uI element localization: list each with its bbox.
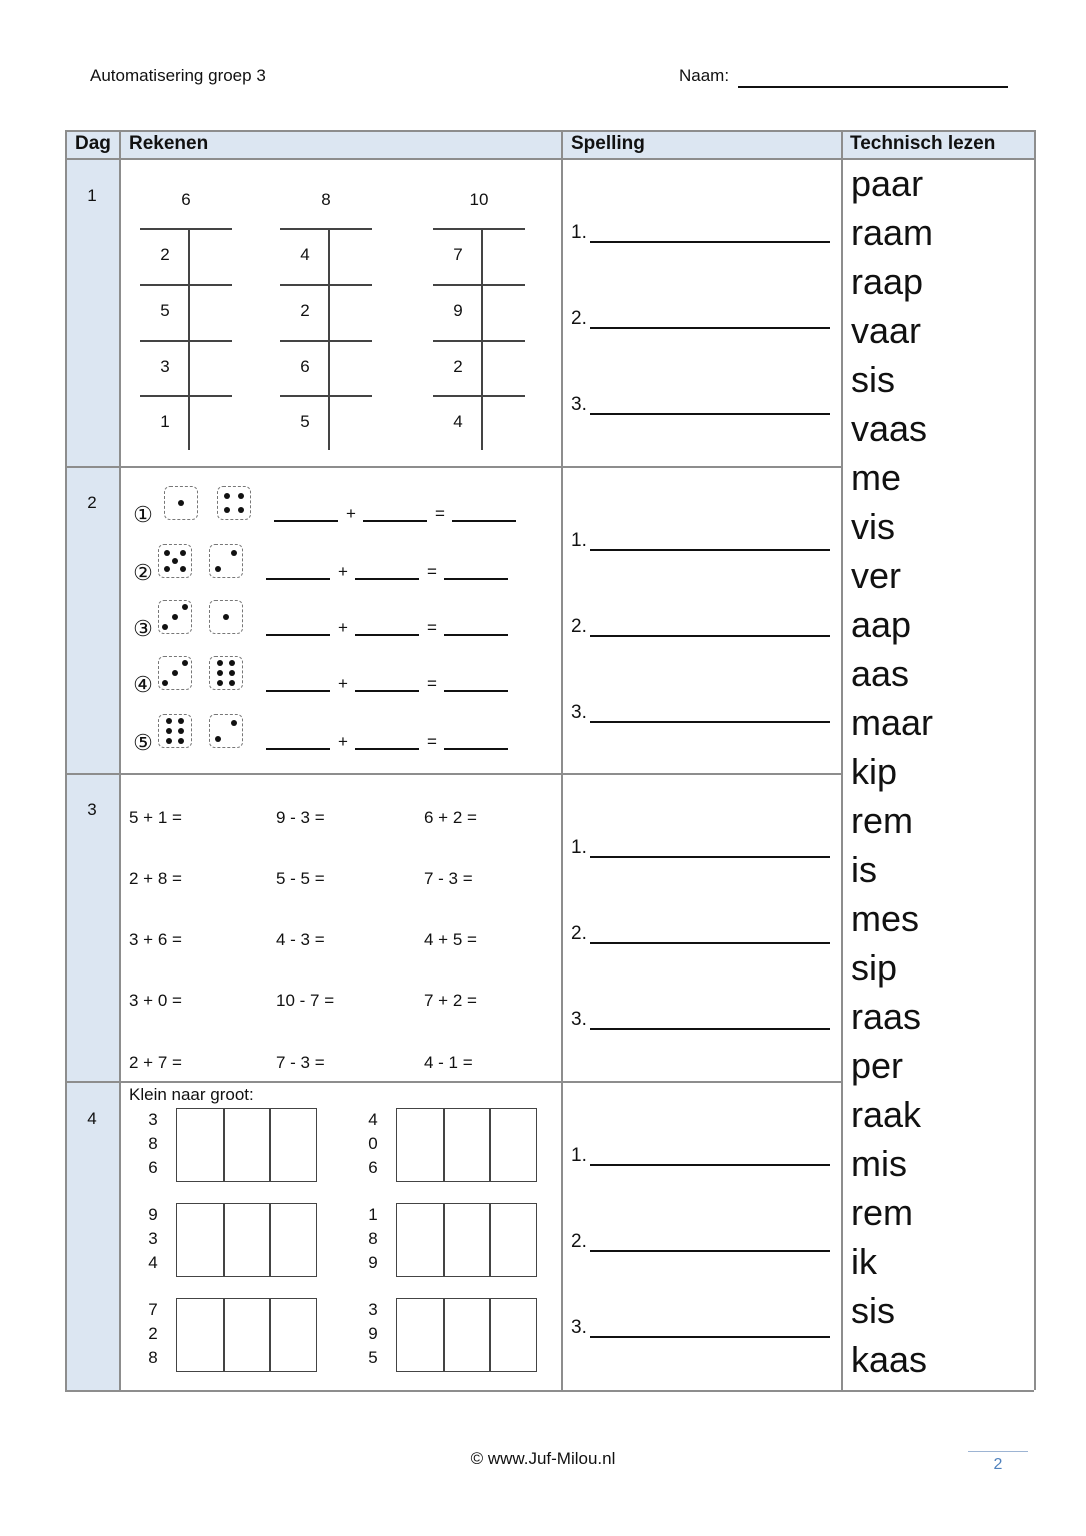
spelling-item-number: 2. bbox=[571, 923, 587, 944]
box-divider bbox=[223, 1299, 225, 1371]
tree-row-number: 2 bbox=[160, 245, 170, 264]
box-divider bbox=[269, 1109, 271, 1181]
tree-horizontal-line bbox=[280, 395, 372, 397]
sort-digit: 6 bbox=[368, 1158, 378, 1177]
die-icon bbox=[217, 486, 251, 520]
spelling-item-number: 3. bbox=[571, 702, 587, 723]
answer-blank[interactable] bbox=[355, 578, 419, 580]
name-label: Naam: bbox=[679, 66, 730, 85]
page-number-rule bbox=[968, 1451, 1028, 1452]
sort-digit: 2 bbox=[148, 1324, 158, 1343]
box-divider bbox=[489, 1204, 491, 1276]
box-divider bbox=[489, 1109, 491, 1181]
spelling-answer-line[interactable] bbox=[590, 1028, 830, 1030]
table-row-line bbox=[65, 158, 1034, 160]
die-pip bbox=[162, 680, 168, 686]
sum-exercise: 7 - 3 = bbox=[276, 1053, 325, 1072]
item-number-label: ④ bbox=[133, 672, 153, 697]
sort-digit: 9 bbox=[368, 1253, 378, 1272]
tree-top-number: 10 bbox=[469, 190, 489, 209]
die-pip bbox=[182, 660, 188, 666]
tree-row-number: 2 bbox=[453, 357, 463, 376]
tree-top-number: 6 bbox=[181, 190, 191, 209]
die-pip bbox=[166, 738, 172, 744]
answer-blank[interactable] bbox=[266, 634, 330, 636]
reading-word: sip bbox=[851, 947, 898, 988]
reading-word: rem bbox=[851, 1192, 913, 1233]
reading-word: mes bbox=[851, 898, 920, 939]
day-number-2: 2 bbox=[87, 493, 97, 512]
spelling-answer-line[interactable] bbox=[590, 942, 830, 944]
sum-exercise: 3 + 6 = bbox=[129, 930, 182, 949]
sum-exercise: 10 - 7 = bbox=[276, 991, 335, 1010]
tree-vertical-line bbox=[328, 228, 330, 450]
reading-word: sis bbox=[851, 359, 895, 400]
answer-blank[interactable] bbox=[444, 634, 508, 636]
table-row-line bbox=[65, 1081, 841, 1083]
tree-row-number: 2 bbox=[300, 301, 310, 320]
sum-exercise: 5 + 1 = bbox=[129, 808, 182, 827]
sort-digit: 3 bbox=[148, 1229, 158, 1248]
sort-digit: 3 bbox=[148, 1110, 158, 1129]
spelling-item-number: 3. bbox=[571, 394, 587, 415]
day-number-3: 3 bbox=[87, 800, 97, 819]
answer-blank[interactable] bbox=[444, 748, 508, 750]
day-number-4: 4 bbox=[87, 1109, 97, 1128]
tree-row-number: 4 bbox=[300, 245, 310, 264]
box-divider bbox=[443, 1204, 445, 1276]
spelling-item-number: 2. bbox=[571, 616, 587, 637]
box-divider bbox=[489, 1299, 491, 1371]
die-pip bbox=[172, 558, 178, 564]
die-pip bbox=[229, 660, 235, 666]
box-divider bbox=[223, 1204, 225, 1276]
table-row-line bbox=[65, 1390, 1034, 1392]
sum-exercise: 3 + 0 = bbox=[129, 991, 182, 1010]
spelling-item-number: 3. bbox=[571, 1317, 587, 1338]
sum-exercise: 4 - 3 = bbox=[276, 930, 325, 949]
die-pip bbox=[172, 670, 178, 676]
sort-digit: 5 bbox=[368, 1348, 378, 1367]
answer-blank[interactable] bbox=[266, 578, 330, 580]
answer-blank[interactable] bbox=[274, 520, 338, 522]
reading-word: sis bbox=[851, 1290, 895, 1331]
tree-row-number: 5 bbox=[160, 301, 170, 320]
die-pip bbox=[178, 728, 184, 734]
sum-exercise: 4 + 5 = bbox=[424, 930, 477, 949]
tree-vertical-line bbox=[188, 228, 190, 450]
table-column-line bbox=[841, 130, 843, 1390]
reading-word: raak bbox=[851, 1094, 922, 1135]
die-pip bbox=[164, 550, 170, 556]
reading-word: ik bbox=[851, 1241, 877, 1282]
column-header-dag: Dag bbox=[75, 133, 111, 154]
sum-exercise: 5 - 5 = bbox=[276, 869, 325, 888]
spelling-answer-line[interactable] bbox=[590, 856, 830, 858]
sum-exercise: 4 - 1 = bbox=[424, 1053, 473, 1072]
reading-word: raap bbox=[851, 261, 924, 302]
sort-digit: 8 bbox=[368, 1229, 378, 1248]
sort-digit: 9 bbox=[368, 1324, 378, 1343]
spelling-answer-line[interactable] bbox=[590, 327, 830, 329]
die-icon bbox=[209, 544, 243, 578]
column-header-spelling: Spelling bbox=[571, 133, 645, 154]
sort-digit: 4 bbox=[368, 1110, 378, 1129]
box-divider bbox=[223, 1109, 225, 1181]
item-number-label: ③ bbox=[133, 616, 153, 641]
item-number-label: ② bbox=[133, 560, 153, 585]
die-pip bbox=[215, 566, 221, 572]
item-number-label: ① bbox=[133, 502, 153, 527]
die-pip bbox=[229, 670, 235, 676]
spelling-answer-line[interactable] bbox=[590, 1164, 830, 1166]
sort-answer-box[interactable] bbox=[176, 1108, 317, 1182]
tree-row-number: 5 bbox=[300, 412, 310, 431]
table-column-line bbox=[65, 130, 67, 1390]
name-line bbox=[738, 86, 1008, 88]
tree-horizontal-line bbox=[280, 228, 372, 230]
die-pip bbox=[238, 493, 244, 499]
spelling-item-number: 1. bbox=[571, 530, 587, 551]
column-header-technisch-lezen: Technisch lezen bbox=[850, 133, 996, 154]
sum-exercise: 9 - 3 = bbox=[276, 808, 325, 827]
die-pip bbox=[164, 566, 170, 572]
sort-digit: 8 bbox=[148, 1348, 158, 1367]
reading-word: raam bbox=[851, 212, 934, 253]
plus-sign: + bbox=[338, 674, 348, 693]
tree-horizontal-line bbox=[140, 228, 232, 230]
reading-word: ver bbox=[851, 555, 902, 596]
reading-word: is bbox=[851, 849, 877, 890]
footer-copyright: © www.Juf-Milou.nl bbox=[470, 1449, 616, 1468]
sum-exercise: 7 - 3 = bbox=[424, 869, 473, 888]
spelling-item-number: 1. bbox=[571, 222, 587, 243]
sort-instruction: Klein naar groot: bbox=[129, 1085, 254, 1104]
tree-horizontal-line bbox=[280, 284, 372, 286]
answer-blank[interactable] bbox=[355, 748, 419, 750]
sort-digit: 4 bbox=[148, 1253, 158, 1272]
equals-sign: = bbox=[427, 674, 437, 693]
die-pip bbox=[238, 507, 244, 513]
plus-sign: + bbox=[338, 732, 348, 751]
tree-horizontal-line bbox=[140, 284, 232, 286]
die-pip bbox=[215, 736, 221, 742]
sort-answer-box[interactable] bbox=[396, 1298, 537, 1372]
die-icon bbox=[158, 600, 192, 634]
day-number-1: 1 bbox=[87, 186, 97, 205]
spelling-answer-line[interactable] bbox=[590, 549, 830, 551]
reading-word: paar bbox=[851, 163, 924, 204]
sort-digit: 7 bbox=[148, 1300, 158, 1319]
spelling-item-number: 2. bbox=[571, 1231, 587, 1252]
die-pip bbox=[180, 566, 186, 572]
box-divider bbox=[269, 1299, 271, 1371]
tree-row-number: 7 bbox=[453, 245, 463, 264]
table-column-line bbox=[561, 130, 563, 1390]
die-pip bbox=[182, 604, 188, 610]
equals-sign: = bbox=[427, 618, 437, 637]
plus-sign: + bbox=[346, 504, 356, 523]
die-pip bbox=[166, 728, 172, 734]
table-row-line bbox=[65, 773, 841, 775]
sort-digit: 0 bbox=[368, 1134, 378, 1153]
spelling-answer-line[interactable] bbox=[590, 241, 830, 243]
sort-answer-box[interactable] bbox=[396, 1108, 537, 1182]
die-pip bbox=[231, 550, 237, 556]
tree-top-number: 8 bbox=[321, 190, 331, 209]
table-row-line bbox=[65, 130, 1034, 132]
tree-row-number: 9 bbox=[453, 301, 463, 320]
die-icon bbox=[164, 486, 198, 520]
reading-word: vaas bbox=[851, 408, 928, 449]
die-pip bbox=[162, 624, 168, 630]
plus-sign: + bbox=[338, 562, 348, 581]
reading-word: rem bbox=[851, 800, 913, 841]
tree-horizontal-line bbox=[433, 284, 525, 286]
die-pip bbox=[166, 718, 172, 724]
tree-vertical-line bbox=[481, 228, 483, 450]
die-pip bbox=[224, 493, 230, 499]
die-icon bbox=[158, 714, 192, 748]
spelling-item-number: 1. bbox=[571, 1145, 587, 1166]
tree-row-number: 6 bbox=[300, 357, 310, 376]
die-pip bbox=[172, 614, 178, 620]
reading-word: aap bbox=[851, 604, 912, 645]
reading-word: aas bbox=[851, 653, 910, 694]
reading-word: vis bbox=[851, 506, 895, 547]
die-pip bbox=[180, 550, 186, 556]
table-column-line bbox=[119, 130, 121, 1390]
die-pip bbox=[229, 680, 235, 686]
die-pip bbox=[217, 680, 223, 686]
plus-sign: + bbox=[338, 618, 348, 637]
sort-digit: 8 bbox=[148, 1134, 158, 1153]
answer-blank[interactable] bbox=[452, 520, 516, 522]
die-pip bbox=[178, 718, 184, 724]
reading-word: kaas bbox=[851, 1339, 928, 1380]
answer-blank[interactable] bbox=[266, 690, 330, 692]
sort-digit: 6 bbox=[148, 1158, 158, 1177]
table-row-line bbox=[65, 466, 841, 468]
die-icon bbox=[158, 544, 192, 578]
sum-exercise: 7 + 2 = bbox=[424, 991, 477, 1010]
die-icon bbox=[209, 600, 243, 634]
answer-blank[interactable] bbox=[266, 748, 330, 750]
answer-blank[interactable] bbox=[355, 690, 419, 692]
box-divider bbox=[269, 1204, 271, 1276]
tree-row-number: 3 bbox=[160, 357, 170, 376]
column-header-rekenen: Rekenen bbox=[129, 133, 209, 154]
spelling-answer-line[interactable] bbox=[590, 721, 830, 723]
reading-word: vaar bbox=[851, 310, 922, 351]
worksheet-title: Automatisering groep 3 bbox=[90, 66, 266, 85]
sort-digit: 1 bbox=[368, 1205, 378, 1224]
spelling-item-number: 1. bbox=[571, 837, 587, 858]
tree-horizontal-line bbox=[280, 340, 372, 342]
sum-exercise: 2 + 7 = bbox=[129, 1053, 182, 1072]
spelling-answer-line[interactable] bbox=[590, 635, 830, 637]
sort-digit: 9 bbox=[148, 1205, 158, 1224]
sort-answer-box[interactable] bbox=[396, 1203, 537, 1277]
equals-sign: = bbox=[427, 732, 437, 751]
answer-blank[interactable] bbox=[444, 578, 508, 580]
die-pip bbox=[217, 670, 223, 676]
reading-word: maar bbox=[851, 702, 934, 743]
sum-exercise: 6 + 2 = bbox=[424, 808, 477, 827]
reading-word: mis bbox=[851, 1143, 907, 1184]
reading-word: per bbox=[851, 1045, 904, 1086]
answer-blank[interactable] bbox=[363, 520, 427, 522]
sort-answer-box[interactable] bbox=[176, 1203, 317, 1277]
spelling-answer-line[interactable] bbox=[590, 1336, 830, 1338]
equals-sign: = bbox=[427, 562, 437, 581]
die-pip bbox=[223, 614, 229, 620]
spelling-item-number: 2. bbox=[571, 308, 587, 329]
tree-horizontal-line bbox=[140, 395, 232, 397]
tree-horizontal-line bbox=[433, 340, 525, 342]
die-pip bbox=[178, 738, 184, 744]
die-pip bbox=[231, 720, 237, 726]
tree-horizontal-line bbox=[433, 228, 525, 230]
answer-blank[interactable] bbox=[355, 634, 419, 636]
sort-digit: 3 bbox=[368, 1300, 378, 1319]
reading-word: me bbox=[851, 457, 902, 498]
tree-row-number: 4 bbox=[453, 412, 463, 431]
page-number: 2 bbox=[993, 1456, 1003, 1473]
spelling-item-number: 3. bbox=[571, 1009, 587, 1030]
tree-horizontal-line bbox=[433, 395, 525, 397]
die-pip bbox=[217, 660, 223, 666]
reading-word: raas bbox=[851, 996, 922, 1037]
tree-horizontal-line bbox=[140, 340, 232, 342]
box-divider bbox=[443, 1109, 445, 1181]
box-divider bbox=[443, 1299, 445, 1371]
tree-row-number: 1 bbox=[160, 412, 170, 431]
spelling-answer-line[interactable] bbox=[590, 413, 830, 415]
die-pip bbox=[178, 500, 184, 506]
die-icon bbox=[158, 656, 192, 690]
answer-blank[interactable] bbox=[444, 690, 508, 692]
sum-exercise: 2 + 8 = bbox=[129, 869, 182, 888]
item-number-label: ⑤ bbox=[133, 730, 153, 755]
die-pip bbox=[224, 507, 230, 513]
table-column-line bbox=[1034, 130, 1036, 1390]
sort-answer-box[interactable] bbox=[176, 1298, 317, 1372]
equals-sign: = bbox=[435, 504, 445, 523]
die-icon bbox=[209, 714, 243, 748]
reading-word: kip bbox=[851, 751, 898, 792]
spelling-answer-line[interactable] bbox=[590, 1250, 830, 1252]
die-icon bbox=[209, 656, 243, 690]
